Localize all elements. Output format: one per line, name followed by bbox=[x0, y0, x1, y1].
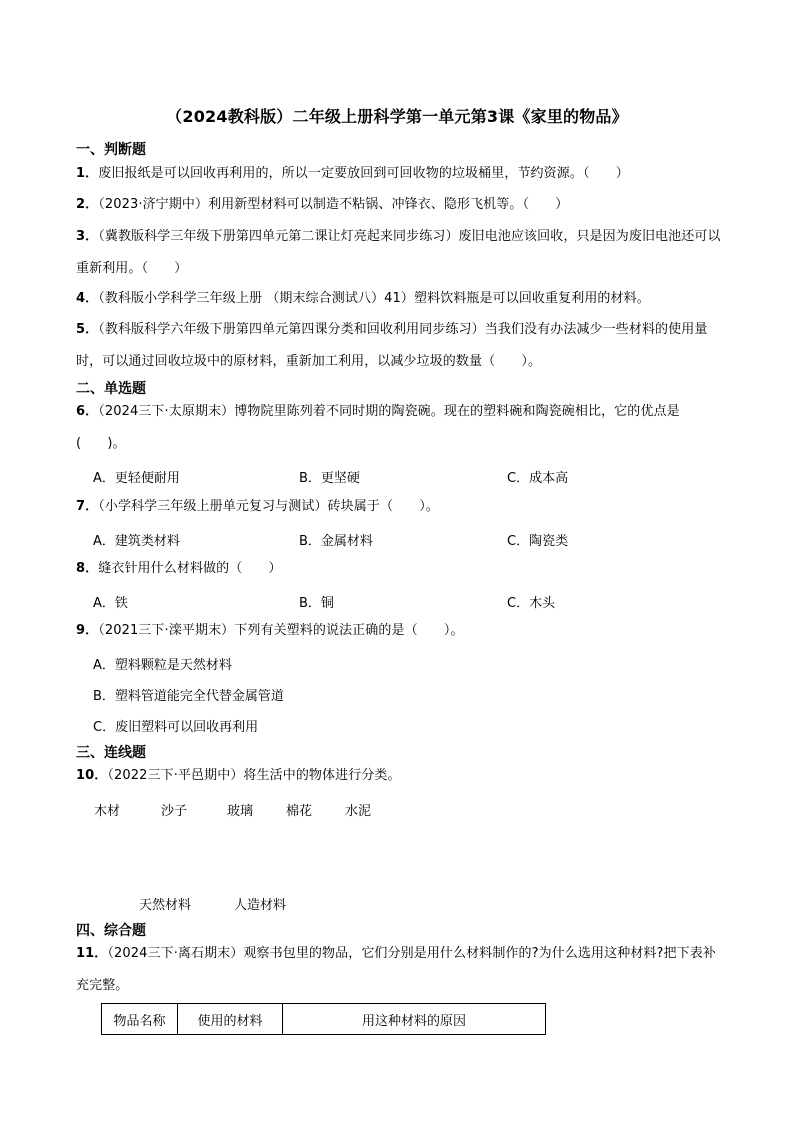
question-4 bbox=[76, 283, 726, 315]
options-q8 bbox=[93, 592, 733, 612]
question-5 bbox=[76, 314, 726, 378]
question-11 bbox=[76, 938, 726, 1002]
option-a[interactable]: A．铁 bbox=[93, 596, 128, 611]
question-text: （2021三下·滦平期末）下列有关塑料的说法正确的是（ ）。 bbox=[98, 623, 464, 638]
question-text: （教科版科学六年级下册第四单元第四课分类和回收利用同步练习）当我们没有办法减少一些材料的使用量时，可以通过回收垃圾中的原材料，重新加工利用，以减少垃圾的数量（ ）。 bbox=[76, 322, 708, 369]
matching-category-artificial[interactable]: 人造材料 bbox=[234, 898, 287, 913]
question-number: 10． bbox=[76, 768, 108, 783]
question-number: 1． bbox=[76, 166, 99, 181]
question-text: （冀教版科学三年级下册第四单元第二课让灯亮起来同步练习）废旧电池应该回收，只是因为废旧电池还可以重新利用。（ ） bbox=[76, 229, 721, 276]
question-number: 4． bbox=[76, 291, 99, 306]
question-number: 2． bbox=[76, 197, 99, 212]
question-7 bbox=[76, 491, 726, 523]
question-10 bbox=[76, 760, 726, 792]
answer-table bbox=[101, 1003, 546, 1035]
table-header-reason: 用这种材料的原因 bbox=[283, 1004, 546, 1035]
table-header-item-name: 物品名称 bbox=[102, 1004, 178, 1035]
question-number: 11． bbox=[76, 946, 108, 961]
option-a[interactable]: A．更轻便耐用 bbox=[93, 471, 180, 486]
question-2 bbox=[76, 189, 726, 221]
section-heading-single-choice: 二、单选题 bbox=[76, 381, 146, 397]
question-number: 9． bbox=[76, 623, 99, 638]
option-b[interactable]: B．塑料管道能完全代替金属管道 bbox=[93, 689, 284, 704]
option-c[interactable]: C．成本高 bbox=[507, 471, 569, 486]
question-1 bbox=[76, 158, 726, 190]
option-b[interactable]: B．铜 bbox=[299, 596, 334, 611]
question-text: （2022三下·平邑期中）将生活中的物体进行分类。 bbox=[107, 768, 401, 783]
question-number: 5． bbox=[76, 322, 99, 337]
matching-item-wood[interactable]: 木材 bbox=[94, 804, 121, 819]
matching-item-cotton[interactable]: 棉花 bbox=[286, 804, 313, 819]
matching-category-natural[interactable]: 天然材料 bbox=[139, 898, 192, 913]
section-heading-comprehensive: 四、综合题 bbox=[76, 923, 146, 939]
question-number: 8． bbox=[76, 561, 99, 576]
question-9 bbox=[76, 615, 726, 647]
question-3 bbox=[76, 221, 726, 285]
question-text: （小学科学三年级上册单元复习与测试）砖块属于（ ）。 bbox=[98, 499, 439, 514]
page-title: （2024教科版）二年级上册科学第一单元第3课《家里的物品》 bbox=[166, 107, 628, 126]
section-heading-judgment: 一、判断题 bbox=[76, 142, 146, 158]
question-text: 废旧报纸是可以回收再利用的，所以一定要放回到可回收物的垃圾桶里，节约资源。（ ） bbox=[98, 166, 629, 181]
question-number: 3． bbox=[76, 229, 99, 244]
option-c[interactable]: C．木头 bbox=[507, 596, 556, 611]
table-header-material: 使用的材料 bbox=[178, 1004, 283, 1035]
option-b[interactable]: B．金属材料 bbox=[299, 534, 373, 549]
matching-item-sand[interactable]: 沙子 bbox=[161, 804, 188, 819]
option-a[interactable]: A．建筑类材料 bbox=[93, 534, 180, 549]
option-c[interactable]: C．陶瓷类 bbox=[507, 534, 569, 549]
option-c[interactable]: C．废旧塑料可以回收再利用 bbox=[93, 720, 259, 735]
question-text: 缝衣针用什么材料做的（ ） bbox=[98, 561, 282, 576]
options-q7 bbox=[93, 530, 733, 550]
option-b[interactable]: B．更坚硬 bbox=[299, 471, 360, 486]
option-a[interactable]: A．塑料颗粒是天然材料 bbox=[93, 658, 232, 673]
options-q6 bbox=[93, 467, 733, 487]
question-8 bbox=[76, 553, 726, 585]
question-number: 6． bbox=[76, 404, 99, 419]
question-text: （教科版小学科学三年级上册 （期末综合测试八）41）塑料饮料瓶是可以回收重复利用的材料。 bbox=[98, 291, 650, 306]
question-text: （2023·济宁期中）利用新型材料可以制造不粘锅、冲锋衣、隐形飞机等。（ ） bbox=[98, 197, 569, 212]
matching-item-cement[interactable]: 水泥 bbox=[345, 804, 372, 819]
table-header-row bbox=[102, 1004, 546, 1035]
question-number: 7． bbox=[76, 499, 99, 514]
section-heading-matching: 三、连线题 bbox=[76, 745, 146, 761]
matching-item-glass[interactable]: 玻璃 bbox=[227, 804, 254, 819]
question-text: （2024三下·离石期末）观察书包里的物品，它们分别是用什么材料制作的?为什么选用这种材料?把下表补充完整。 bbox=[76, 946, 716, 993]
question-text: （2024三下·太原期末）博物院里陈列着不同时期的陶瓷碗。现在的塑料碗和陶瓷碗相比，它的优点是( )。 bbox=[76, 404, 680, 451]
question-6 bbox=[76, 396, 726, 460]
